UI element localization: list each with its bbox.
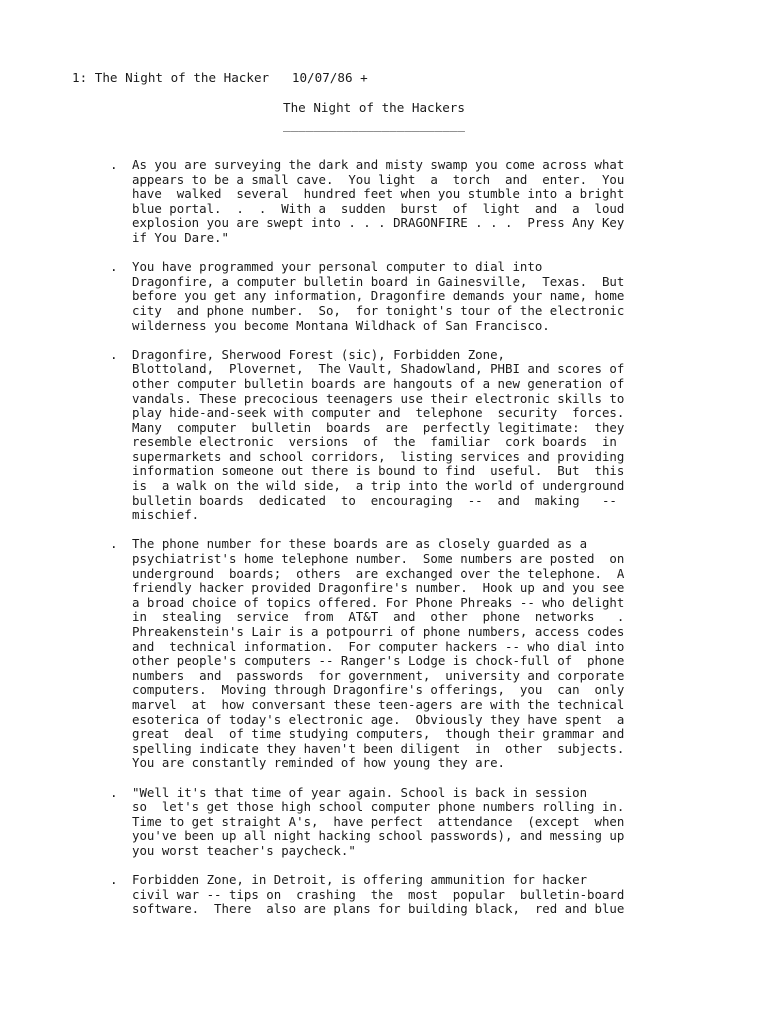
- paragraph-text: You have programmed your personal computer to dial into Dragonfire, a computer bulletin board in Gainesville, Texas. But before you get any information, Dragonfire demands your name, home city and phone number. So, for tonight's tour of the electronic wilderness you become Montana Wildhack of San Francisco.: [132, 259, 625, 333]
- paragraph: [110, 158, 640, 246]
- paragraph-text: The phone number for these boards are as closely guarded as a psychiatrist's home telephone number. Some numbers are posted on underground boards; others are exchanged over the telephone. A friendly hacker provided Dragonfire's number. Hook up and you see a broad choice of topics offered. For Phone Phreaks -- who delight in stealing service from AT&T and other phone networks . Phreakenstein's Lair is a potpourri of phone numbers, access codes and technical information. For computer hackers -- who dial into other people's computers -- Ranger's Lodge is chock-full of phone numbers and passwords for government, university and corporate computers. Moving through Dragonfire's offerings, you can only marvel at how conversant these teen-agers are with the technical esoterica of today's electronic age. Obviously they have spent a great deal of time studying computers, though their grammar and spelling indicate they haven't been diligent in other subjects. You are constantly reminded of how young they are.: [132, 536, 625, 771]
- paragraph-text: Forbidden Zone, in Detroit, is offering ammunition for hacker civil war -- tips on crashing the most popular bulletin-board software. There also are plans for building black, red and blue: [132, 872, 625, 917]
- paragraph: [110, 873, 640, 917]
- paragraph-bullet: .: [110, 346, 118, 362]
- paragraph-bullet: .: [110, 784, 118, 800]
- paragraph-bullet: .: [110, 157, 118, 172]
- paragraph-text: "Well it's that time of year again. School is back in session so let's get those high school computer phone numbers rolling in. Time to get straight A's, have perfect attendance (except when you've been up all night hacking school passwords), and messing up you worst teacher's paycheck.": [132, 784, 625, 858]
- paragraph: [110, 348, 640, 523]
- paragraph-bullet: .: [110, 259, 118, 275]
- paragraph-bullet: .: [110, 872, 118, 888]
- document-header: 1: The Night of the Hacker 10/07/86 +: [72, 70, 368, 85]
- paragraph: [110, 537, 640, 771]
- paragraph-bullet: .: [110, 536, 118, 552]
- title-underline: ________________________: [283, 117, 465, 132]
- paragraph: [110, 260, 640, 333]
- paragraph-text: Dragonfire, Sherwood Forest (sic), Forbidden Zone, Blottoland, Plovernet, The Vault, Shadowland, PHBI and scores of other computer bulletin boards are hangouts of a new generation of vandals. These precocious teenagers use their electronic skills to play hide-and-seek with computer and telephone security forces. Many computer bulletin boards are perfectly legitimate: they resemble electronic versions of the familiar cork boards in supermarkets and school corridors, listing services and providing information someone out there is bound to find useful. But this is a walk on the wild side, a trip into the world of underground bulletin boards dedicated to encouraging -- and making -- mischief.: [132, 346, 625, 523]
- document-title: The Night of the Hackers: [283, 100, 465, 115]
- document-body: [110, 158, 640, 917]
- paragraph: [110, 786, 640, 859]
- paragraph-text: As you are surveying the dark and misty swamp you come across what appears to be a small cave. You light a torch and enter. You have walked several hundred feet when you stumble into a bright blue portal. . . With a sudden burst of light and a loud explosion you are swept into . . . DRAGONFIRE . . . Press Any Key if You Dare.": [132, 157, 625, 245]
